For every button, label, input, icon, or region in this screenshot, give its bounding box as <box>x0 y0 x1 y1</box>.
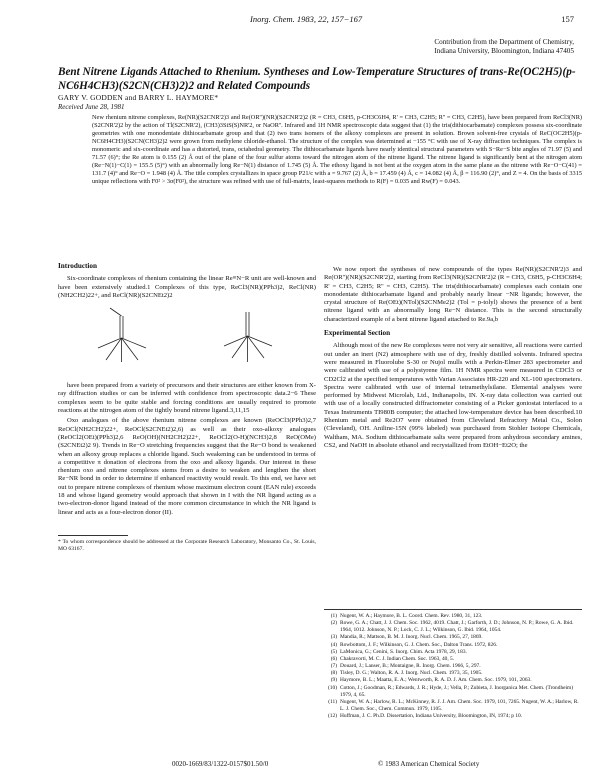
introduction-heading: Introduction <box>58 262 98 270</box>
reference-item <box>324 685 582 699</box>
reference-number: (1) <box>330 613 337 619</box>
reference-number: (5) <box>330 648 337 655</box>
contribution-line: Indiana University, Bloomington, Indiana 47405 <box>434 47 574 55</box>
correspondence-footnote: * To whom correspondence should be addressed at the Corporate Research Laboratory, Monsanto Co., St. Louis, MO 63167. <box>58 538 316 552</box>
abstract: New rhenium nitrene complexes, Re(NR)(S2CNR'2)3 and Re(OR'')(NR)(S2CNR'2)2 (R = CH3, C6H5, p-CH3C6H4, R' = CH3, C2H5; R'' = CH3, C2H5), have been prepared from ReCl3(NR)(S2CNR'2)2 by the action of Tl(S2CNR'2), (CH3)3SiS(S)NR'2, or NaOR''. Infrared and 1H NMR spectroscopic data suggest that (1) the tris(dithiocarbamate) complexes possess six-coordinate geometries with one monodentate dithiocarbamate group and that (2) two trans isomers of the alkoxy complexes are present in solution. Brown solvent-free crystals of ReC(OC2H5)(p-NC6H4CH3)(S2CN(CH3)2)2 were grown from methylene chloride-ethanol. The structure of the complex was determined at −155 °C with use of X-ray diffraction techniques. The complex is monomeric and six-coordinate and has a distorted, trans, octahedral geometry. The dithiocarbamate ligands have nearly identical structural parameters with S−Re−S bite angles of 71.97 (5) and 71.57 (6)°; the Re atom is 0.155 (2) Å out of the plane of the four sulfur atoms toward the nitrogen atom of the nitrene ligand. The nitrene ligand is significantly bent at the nitrogen atom (Re−N(1)−C(1) = 155.5 (5)°) with an abnormally long Re−N(1) distance of 1.745 (5) Å. The ethoxy ligand is not bent at the oxygen atom in the same plane as the nitrene with Re−O−C(41) = 131.7 (4)° and Re−O = 1.948 (4) Å. The title complex crystallizes in space group P21/c with a = 9.767 (2) Å, b = 17.459 (4) Å, c = 14.082 (4) Å, β = 116.90 (2)°, and Z = 4. On the basis of 3315 unique reflections with F0² > 3σ(F0²), the structure was refined with use of full-matrix, least-squares methods to R(F) = 0.035 and Rw(F) = 0.043. <box>92 114 582 186</box>
reference-text: Chakravorti, M. C. J. Indian Chem. Soc. 1963, 40, 5. <box>340 655 455 662</box>
contribution-note <box>294 38 574 56</box>
reference-text: Tisley, D. G.; Walton, R. A. J. Inorg. Nucl. Chem. 1973, 35, 1905. <box>340 670 483 677</box>
reference-item <box>324 677 582 684</box>
reference-item <box>324 713 582 720</box>
page-number: 157 <box>561 14 574 24</box>
reference-number: (9) <box>330 677 337 684</box>
reference-text: Rowe, G. A.; Chatt, J. J. Chem. Soc. 1962, 4019. Chatt, J.; Garforth, J. D.; Johnson, N. P.; Rowe, G. A. Ibid. 1964, 1012. Johnson, N. P.; Lock, C. J. L.; Wilkinson, G. Ibid. 1964, 1054. <box>340 620 574 634</box>
reference-text: Rowbottom, J. F.; Wilkinson, G. J. Chem. Soc., Dalton Trans. 1972, 826. <box>340 641 498 648</box>
article-title: Bent Nitrene Ligands Attached to Rhenium. Syntheses and Low-Temperature Structures of trans-Re(OC2H5)(p-NC6H4CH3)(S2CN(CH3)2)2 and Related Compounds <box>58 66 576 92</box>
reference-number: (3) <box>330 634 337 641</box>
contribution-line: Contribution from the Department of Chemistry, <box>434 38 574 46</box>
structure-left <box>98 308 146 362</box>
reference-item <box>324 670 582 677</box>
rhenium-structure-diagram <box>58 304 316 376</box>
reference-item <box>324 649 582 656</box>
reference-number: (4) <box>330 641 337 648</box>
reference-item <box>324 642 582 649</box>
reference-number: (7) <box>330 663 337 670</box>
reference-number: (11) <box>328 698 337 705</box>
footnote-divider <box>58 535 128 536</box>
body-paragraph: We now report the syntheses of new compounds of the types Re(NR)(S2CNR'2)3 and Re(OR'')(NR)(S2CNR'2)2, starting from ReCl3(NR)(S2CNR'2)2 (R = CH3, C6H5, p-CH3C6H4; R' = CH3, C2H5; R'' = CH3, C2H5). The tris(dithiocarbamate) complexes each contain one monodentate dithiocarbamate ligand and probably nearly linear −NR ligands; however, the crystal structure of Re(OEt)(NTol)(S2CNMe2)2 (Tol = p-tolyl) shows the presence of a bent nitrene ligand with an abnormally long Re−N distance. This is the second structurally characterized example of a bent nitrene ligand attached to Re.9a,b <box>324 266 582 323</box>
intro-paragraph: Six-coordinate complexes of rhenium containing the linear Re≡N−R unit are well-known and have been extensively studied.1 Complexes of this type, ReCl3(NR)(PPh3)2, ReCl(NR)(NH2CH2)22+, and ReCl(NR)(S2CNEt2)2 <box>58 275 316 299</box>
reference-number: (12) <box>328 713 337 720</box>
reference-number: (2) <box>330 620 337 627</box>
reference-text: Huffman, J. C. Ph.D. Dissertation, Indiana University, Bloomington, IN, 1974; p 10. <box>340 713 523 720</box>
reference-item <box>324 663 582 670</box>
reference-text: Douard, J.; Lanser, B.; Montaigne, R. Inorg. Chem. 1966, 5, 297. <box>340 663 481 670</box>
reference-number: (6) <box>330 655 337 662</box>
reference-text: Nugent, W. A.; Haymore, B. L. Coord. Chem. Rev. 1980, 31, 123. <box>340 613 483 619</box>
reference-item <box>324 634 582 641</box>
intro-paragraph: have been prepared from a variety of precursors and their structures are either known from X-ray diffraction studies or can be inferred with confidence from spectroscopic data.2−6 These complexes seem to be quite stable and forcing conditions are usually required to promote reactions at the nitrogen atom of the tightly bound nitrene ligand.3,11,15 <box>58 382 316 415</box>
reference-text: Haymore, B. L.; Maatta, E. A.; Wentworth, R. A. D. J. Am. Chem. Soc. 1979, 101, 2063. <box>340 677 532 684</box>
experimental-heading: Experimental Section <box>324 329 391 338</box>
reference-number: (8) <box>330 670 337 677</box>
reference-number: (10) <box>328 684 337 691</box>
reference-text: Nugent, W. A.; Harlow, R. L.; McKinney, R. J. J. Am. Chem. Soc. 1979, 101, 7265. Nugent, W. A.; Harlow, R. L. J. Chem. Soc., Chem. Commun. 1979, 1105. <box>340 698 579 713</box>
reference-text: Cotton, J.; Goodman, R.; Edwards, J. R.; Hyde, J.; Vella, P.; Zubieta, J. Inorganica Met. Chem. (Trondheim) 1979, 4, 65. <box>340 684 574 698</box>
reference-item <box>324 620 582 634</box>
right-column <box>324 266 582 452</box>
journal-citation: Inorg. Chem. 1983, 22, 157−167 <box>250 14 363 24</box>
reference-text: LaMonica, G.; Cenini, S. Inorg. Chim. Acta 1978, 29, 183. <box>340 648 467 655</box>
experimental-paragraph: Although most of the new Re complexes were not very air sensitive, all reactions were carried out under an inert (N2) atmosphere with use of dry, freshly distilled solvents. Infrared spectra were measured in Fluorolube S-30 or Nujol mulls with a Perkin-Elmer 283 spectrometer and were calibrated with use of a polystyrene film. 1H NMR spectra were measured in CDCl3 or CD2Cl2 at the specified temperatures with Varian Associates HR-220 and XL-100 spectrometers. Spectra were calibrated with use of internal tetramethylsilane. Elemental analyses were performed by Midwest Microlab, Ltd., Indianapolis, IN. X-ray data collection was carried out with use of a locally constructed diffractometer consisting of a Picker goniostat interfaced to a Texas Instruments TI980B computer; the attached low-temperature device has been described.10 Rhenium metal and Re2O7 were obtained from Cleveland Refractory Metal Co., Solon (Cleveland), OH. Aniline-15N (99% labeled) was purchased from Stohler Isotope Chemicals, Waltham, MA. Sodium dithiocarbamate salts were prepared from anhydrous secondary amines, CS2, and NaOH in absolute ethanol and recrystallized from EtOH−Et2O; the <box>324 342 582 449</box>
reference-list <box>324 609 582 720</box>
article-authors: GARY V. GODDEN and BARRY L. HAYMORE* <box>58 93 219 102</box>
reference-item <box>324 699 582 713</box>
copyright-notice: © 1983 American Chemical Society <box>378 760 480 768</box>
structure-right <box>224 312 272 362</box>
reference-item <box>324 656 582 663</box>
reference-text: Mandia, R.; Mattson, B. M. J. Inorg. Nucl. Chem. 1965, 27, 1869. <box>340 634 483 641</box>
received-date: Received June 28, 1981 <box>58 103 125 111</box>
intro-paragraph: Oxo analogues of the above rhenium nitrene complexes are known (ReOCl3(PPh3)2,7 ReOCl(NH2CH2)22+, ReOCl(S2CNEt2)2,6) as well as their oxo-alkoxy analogues (ReOCl2(OEt)(PPh3)2,6 ReO(OH)(NH2CH2)22+, ReOCl2(O-H)(NCH3)2,8 ReO(OMe)(S2CNEt2)2 9). Trends in Re−O stretching frequencies suggest that the Re−O bond is weakened when an alkoxy group replaces a chloride ligand. Such weakening can be understood in terms of a competitive π donation of electrons from the oxo and alkoxy ligands. Our interest in these rhenium oxo and nitrene complexes stems from a desire to weaken and lengthen the short Re−NR bond in order to determine if enhanced reactivity would result. To this end, we have set out to prepare nitrene complexes of rhenium whose maximum electron count (EAN rule) exceeds 18 and whose ligand geometry would approach that shown in I with the NR ligand acting as a two-electron-donor ligand instead of the more common circumstance in which the NR ligand is linear and acts as a four-electron donor (II). <box>58 417 316 516</box>
octahedral-structure-svg <box>58 304 316 376</box>
left-column <box>58 262 316 553</box>
issn-code: 0020-1669/83/1322-0157$01.50/0 <box>172 760 269 768</box>
